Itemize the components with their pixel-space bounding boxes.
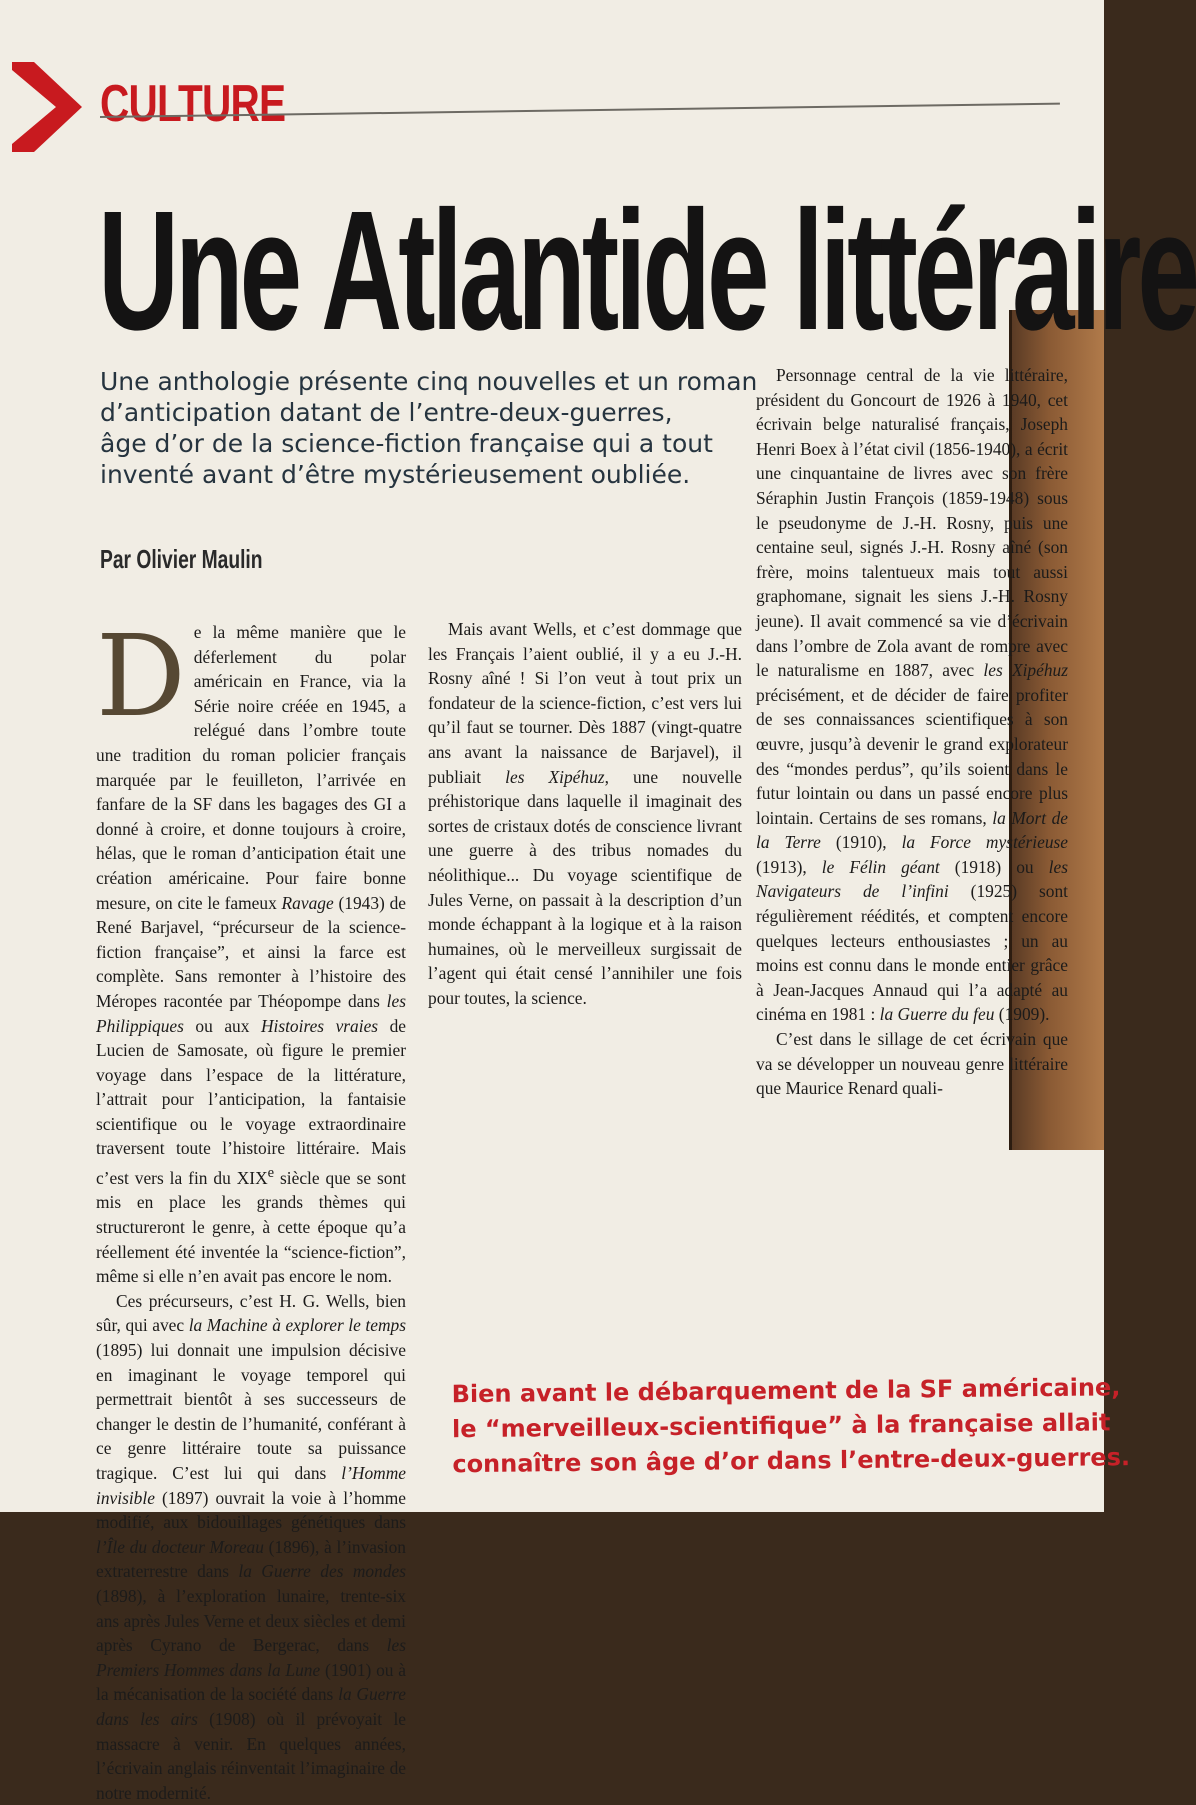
lede-line: Une anthologie présente cinq nouvelles et un roman	[100, 367, 758, 396]
pull-quote-line: Bien avant le débarquement de la SF américaine,	[451, 1373, 1121, 1409]
lede-line: d’anticipation datant de l’entre-deux-guerres,	[100, 398, 673, 427]
paragraph-3: Mais avant Wells, et c’est dommage que les Français l’aient oublié, il y a eu J.-H. Rosny aîné ! Si l’on veut à tout prix un fondateur de la science-fiction, c’est vers lui qu’il faut se tourner. Dès 1887 (vingt-quatre ans avant la naissance de Barjavel), il publiait les Xipéhuz, une nouvelle préhistorique dans laquelle il imaginait des sortes de cristaux dotés de conscience livrant une guerre à des tribus nomades du néolithique... Du voyage scientifique de Jules Verne, on passait à la description d’un monde échappant à la logique et à la raison humaines, où le merveilleux surgissait de l’agent qui était censé l’annihiler une fois pour toutes, la science.	[428, 619, 742, 1008]
article-lede	[100, 366, 758, 490]
body-column-3	[756, 363, 1068, 1101]
paragraph-2: Ces précurseurs, c’est H. G. Wells, bien sûr, qui avec la Machine à explorer le temps (1895) lui donnait une impulsion décisive en imaginant le voyage temporel qui permettrait bientôt à ses successeurs de changer le destin de l’humanité, conférant à ce genre littéraire toute sa puissance tragique. C’est lui qui dans l’Homme invisible (1897) ouvrait la voie à l’homme modifié, aux bidouillages génétiques dans l’Île du docteur Moreau (1896), à l’invasion extraterrestre dans la Guerre des mondes (1898), à l’exploration lunaire, trente-six ans après Jules Verne et deux siècles et demi après Cyrano de Bergerac, dans les Premiers Hommes dans la Lune (1901) ou à la mécanisation de la société dans la Guerre dans les airs (1908) où il prévoyait le massacre à venir. En quelques années, l’écrivain anglais réinventait l’imaginaire de notre modernité.	[96, 1290, 406, 1803]
body-column-2	[428, 617, 742, 1011]
paragraph-4: Personnage central de la vie littéraire, président du Goncourt de 1926 à 1940, cet écrivain belge naturalisé français, Joseph Henri Boex à l’état civil (1856-1940), a écrit une cinquantaine de livres avec son frère Séraphin Justin François (1859-1948) sous le pseudonyme de J.-H. Rosny, puis une centaine seul, signés J.-H. Rosny aîné (son frère, moins talentueux mais tout aussi graphomane, signait les siens J.-H. Rosny jeune). Il avait commencé sa vie d’écrivain dans l’ombre de Zola avant de rompre avec le naturalisme en 1887, avec les Xipéhuz précisément, et de décider de faire profiter de ses connaissances scientifiques à son œuvre, jusqu’à devenir le grand explorateur des “mondes perdus”, qu’ils soient dans le futur lointain ou dans un passé encore plus lointain. Certains de ses romans, la Mort de la Terre (1910), la Force mystérieuse (1913), le Félin géant (1918) ou les Navigateurs de l’infini (1925) sont régulièrement réédités, et comptent encore quelques lecteurs enthousiastes ; un au moins est connu dans le monde entier grâce à Jean-Jacques Annaud qui l’a adapté au cinéma en 1981 : la Guerre du feu (1909).	[756, 365, 1068, 1025]
pull-quote-line: connaître son âge d’or dans l’entre-deux-guerres.	[452, 1443, 1131, 1479]
pull-quote	[451, 1371, 1131, 1482]
chevron-icon	[12, 62, 82, 152]
article-headline: Une Atlantide littéraire	[98, 176, 1196, 366]
lede-line: âge d’or de la science-fiction française qui a tout	[100, 429, 713, 458]
section-label: CULTURE	[100, 75, 286, 133]
lede-line: inventé avant d’être mystérieusement oubliée.	[100, 460, 691, 489]
body-column-1	[96, 612, 406, 1805]
paragraph-1: De la même manière que le déferlement du polar américain en France, via la Série noire créée en 1945, a relégué dans l’ombre toute une tradition du roman policier français marquée par le feuilleton, l’arrivée en fanfare de la SF dans les bagages des GI a donné à croire, et donne toujours à croire, hélas, que le roman d’anticipation était une création américaine. Pour faire bonne mesure, on cite le fameux Ravage (1943) de René Barjavel, “précurseur de la science-fiction française”, et ainsi la farce est complète. Sans remonter à l’histoire des Méropes racontée par Théopompe dans les Philippiques ou aux Histoires vraies de Lucien de Samosate, où figure le premier voyage dans l’espace de la littérature, l’attrait pour l’anticipation, la fantaisie scientifique ou le voyage extraordinaire traversent toute l’histoire littéraire. Mais c’est vers la fin du XIXe siècle que se sont mis en place les grands thèmes qui structureront le genre, à cette époque qu’a réellement été inventée la “science-fiction”, même si elle n’en avait pas encore le nom.	[96, 612, 406, 1287]
byline: Par Olivier Maulin	[100, 544, 263, 574]
pull-quote-line: le “merveilleux-scientifique” à la française allait	[451, 1408, 1111, 1444]
paragraph-5: C’est dans le sillage de cet écrivain que va se développer un nouveau genre littéraire que Maurice Renard quali-	[756, 1029, 1068, 1099]
drop-cap: D	[96, 612, 186, 742]
